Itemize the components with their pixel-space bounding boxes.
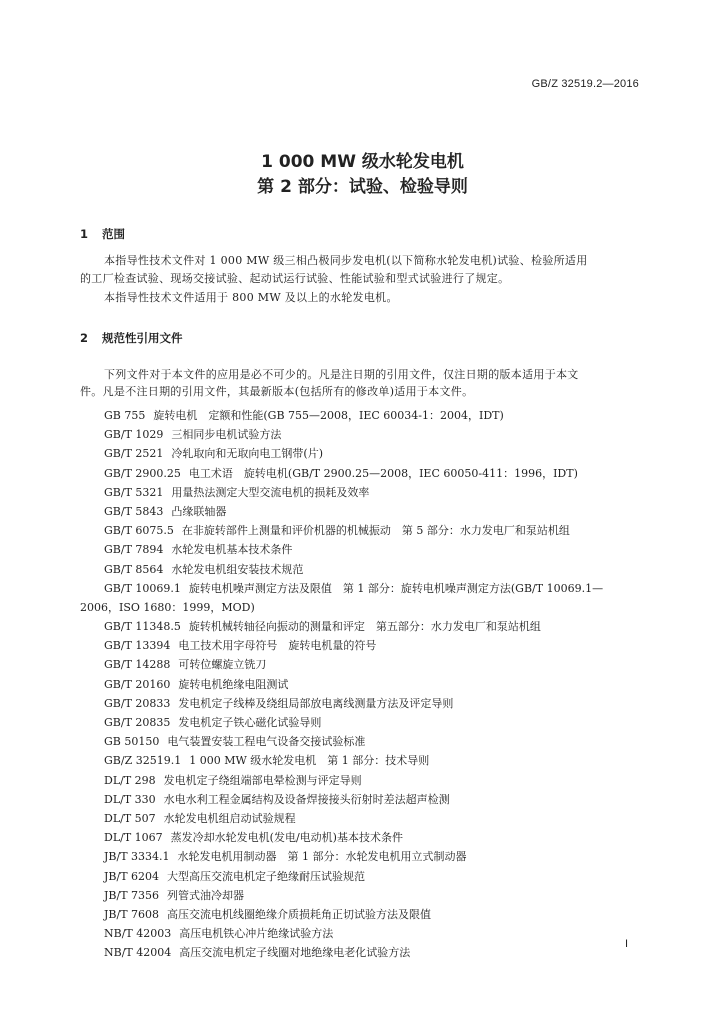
reference-code: GB 755 [104,409,146,422]
reference-item [80,809,650,828]
reference-code: GB 50150 [104,735,160,749]
reference-title: 三相同步电机试验方法 [171,428,282,442]
reference-item [80,675,650,694]
reference-code: GB/T 5843 [104,504,164,518]
reference-title: 旋转机械转轴径向振动的测量和评定 第五部分：水力发电厂和泵站机组 [188,620,541,634]
reference-title: 冷轧取向和无取向电工钢带(片) [171,447,323,461]
reference-code: DL/T 507 [104,811,156,825]
reference-code: JB/T 3334.1 [104,850,170,864]
section-1-heading [80,226,125,242]
reference-item [80,771,650,790]
reference-title: 电工术语 旋转电机(GB/T 2900.25—2008，IEC 60050-411：1996，IDT) [188,466,578,480]
scope-paragraph-2: 本指导性技术文件适用于 800 MW 及以上的水轮发电机。 [104,291,398,304]
reference-item [80,713,650,732]
reference-title: 1 000 MW 级水轮发电机 第 1 部分：技术导则 [189,754,430,768]
reference-item [80,886,650,905]
reference-code: NB/T 42004 [104,946,172,960]
reference-title: 高压交流电机线圈绝缘介质损耗角正切试验方法及限值 [167,907,432,921]
reference-item [80,483,650,502]
references-intro-line1: 下列文件对于本文件的应用是必不可少的。凡是注日期的引用文件，仅注日期的版本适用于本文 [104,368,579,381]
references-intro-line2: 件。凡是不注日期的引用文件，其最新版本(包括所有的修改单)适用于本文件。 [80,385,474,398]
reference-code: GB/T 6075.5 [104,524,174,538]
reference-code: GB/T 10069.1 [104,581,181,595]
reference-title: 发电机定子线棒及绕组局部放电离线测量方法及评定导则 [178,696,454,710]
reference-title: 在非旋转部件上测量和评价机器的机械振动 第 5 部分：水力发电厂和泵站机组 [181,524,570,538]
reference-title: 水轮发电机组安装技术规范 [171,562,304,576]
reference-title: 可转位螺旋立铣刀 [178,658,267,672]
reference-title: 水电水利工程金属结构及设备焊接接头衍射时差法超声检测 [163,792,450,806]
reference-code: GB/T 20833 [104,696,171,710]
page-number: I [624,938,628,950]
document-title: 1 000 MW 级水轮发电机 [261,152,464,172]
reference-title: 高压交流电机定子线圈对地绝缘电老化试验方法 [179,946,411,960]
reference-code: GB/T 13394 [104,639,171,653]
reference-item [80,464,650,483]
reference-title: 水轮发电机组启动试验规程 [163,811,296,825]
normative-references-list [80,406,650,962]
reference-title: 水轮发电机用制动器 第 1 部分：水轮发电机用立式制动器 [177,850,467,864]
reference-item [80,867,650,886]
reference-code: GB/T 5321 [104,485,164,499]
reference-code: GB/T 20160 [104,677,171,691]
reference-title: 水轮发电机基本技术条件 [171,543,293,557]
reference-title: 电工技术用字母符号 旋转电机量的符号 [178,639,377,653]
reference-item [80,655,650,674]
reference-item [80,502,650,521]
section-2-heading [80,330,183,346]
section-title: 范围 [102,227,125,241]
reference-title: 凸缘联轴器 [171,504,227,518]
reference-title: 旋转电机 定额和性能(GB 755—2008，IEC 60034-1：2004，IDT) [153,409,504,422]
reference-code: JB/T 7608 [104,907,160,921]
reference-code: JB/T 6204 [104,869,160,883]
reference-title: 旋转电机噪声测定方法及限值 第 1 部分：旋转电机噪声测定方法(GB/T 10069.1— [188,581,604,595]
section-number: 2 [80,331,89,345]
reference-code: GB/T 2900.25 [104,466,181,480]
reference-title: 发电机定子铁心磁化试验导则 [178,716,322,730]
reference-code: JB/T 7356 [104,888,160,902]
reference-code: GB/T 7894 [104,543,164,557]
reference-code: GB/T 1029 [104,428,164,442]
document-subtitle: 第 2 部分：试验、检验导则 [257,177,468,197]
reference-item [80,636,650,655]
section-number: 1 [80,227,89,241]
reference-item [80,905,650,924]
reference-title: 用量热法测定大型交流电机的损耗及效率 [171,485,370,499]
reference-item [80,425,650,444]
scope-paragraph-line1: 本指导性技术文件对 1 000 MW 级三相凸极同步发电机(以下简称水轮发电机)试验、检验所适用 [104,254,588,267]
reference-title: 列管式油冷却器 [167,888,245,902]
reference-code: GB/T 8564 [104,562,164,576]
reference-item [80,540,650,559]
standard-number: GB/Z 32519.2—2016 [531,78,639,90]
reference-title: 旋转电机绝缘电阻测试 [178,677,289,691]
scope-paragraph-line2: 的工厂检查试验、现场交接试验、起动试运行试验、性能试验和型式试验进行了规定。 [80,272,510,285]
reference-title-continued: 2006，ISO 1680：1999，MOD) [80,600,255,614]
reference-item [80,444,650,463]
reference-item [80,943,650,962]
reference-code: DL/T 330 [104,792,156,806]
reference-title: 大型高压交流电机定子绝缘耐压试验规范 [167,869,366,883]
reference-item [80,617,650,636]
reference-item [80,751,650,770]
reference-item [80,521,650,540]
reference-code: GB/T 14288 [104,658,171,672]
reference-title: 蒸发冷却水轮发电机(发电/电动机)基本技术条件 [170,831,403,845]
reference-title: 发电机定子绕组端部电晕检测与评定导则 [163,773,362,787]
reference-code: GB/T 20835 [104,716,171,730]
reference-title: 电气装置安装工程电气设备交接试验标准 [167,735,366,749]
reference-item [80,694,650,713]
reference-item [80,560,650,579]
reference-item [80,790,650,809]
reference-item [80,732,650,751]
reference-title: 高压电机铁心冲片绝缘试验方法 [179,927,334,941]
reference-code: DL/T 298 [104,773,156,787]
reference-code: DL/T 1067 [104,831,163,845]
reference-item [80,847,650,866]
reference-code: NB/T 42003 [104,927,172,941]
reference-item [80,406,650,425]
reference-item [80,924,650,943]
reference-item [80,828,650,847]
reference-code: GB/Z 32519.1 [104,754,182,768]
section-title: 规范性引用文件 [102,331,183,345]
reference-code: GB/T 2521 [104,447,164,461]
reference-item [80,579,650,617]
reference-code: GB/T 11348.5 [104,620,181,634]
